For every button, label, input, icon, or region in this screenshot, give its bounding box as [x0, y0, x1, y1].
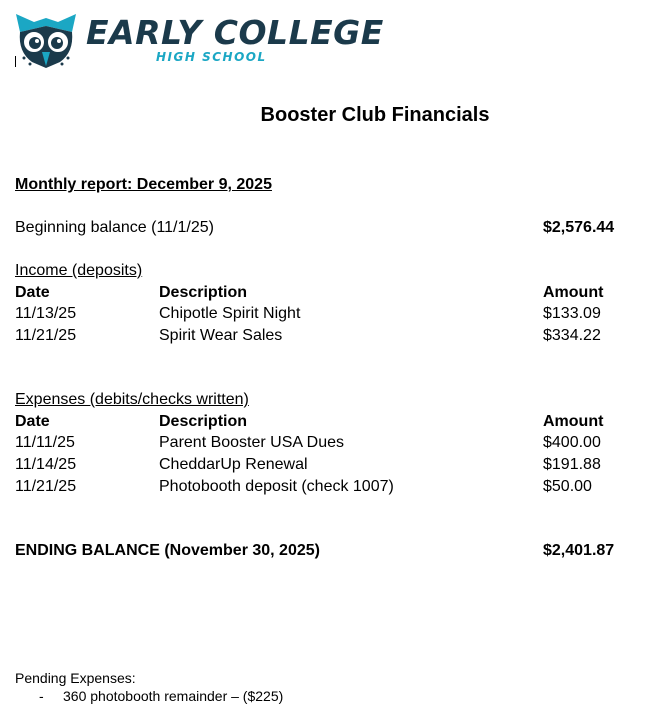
income-row-date: 11/13/25: [15, 305, 77, 322]
income-header-date: Date: [15, 284, 50, 301]
expense-row-amount: $191.88: [543, 456, 601, 473]
income-heading: Income (deposits): [15, 262, 143, 279]
expense-row-date: 11/14/25: [15, 456, 77, 473]
ending-balance-amount: $2,401.87: [543, 542, 615, 559]
expense-row-description: Photobooth deposit (check 1007): [159, 478, 394, 495]
logo-title: EARLY COLLEGE: [86, 13, 384, 52]
page-title: Booster Club Financials: [260, 104, 490, 126]
expense-row-description: CheddarUp Renewal: [159, 456, 308, 473]
ending-balance-label: ENDING BALANCE (November 30, 2025): [15, 542, 320, 559]
beginning-balance-label: Beginning balance (11/1/25): [15, 219, 214, 236]
expenses-heading: Expenses (debits/checks written): [15, 391, 249, 408]
pending-heading: Pending Expenses:: [15, 670, 136, 686]
expenses-header-amount: Amount: [543, 413, 604, 430]
income-header-amount: Amount: [543, 284, 604, 301]
income-row-amount: $334.22: [543, 327, 601, 344]
expense-row-date: 11/21/25: [15, 478, 77, 495]
owl-logo-icon: [14, 12, 78, 70]
expenses-header-description: Description: [159, 413, 248, 430]
income-row-description: Spirit Wear Sales: [159, 327, 283, 344]
text-cursor: [15, 56, 16, 67]
expense-row-amount: $50.00: [543, 478, 592, 495]
expenses-header-date: Date: [15, 413, 50, 430]
income-row-description: Chipotle Spirit Night: [159, 305, 301, 322]
report-heading: Monthly report: December 9, 2025: [15, 176, 272, 193]
expense-row-description: Parent Booster USA Dues: [159, 434, 344, 451]
expense-row-date: 11/11/25: [15, 434, 75, 451]
income-row-amount: $133.09: [543, 305, 601, 322]
school-logo: [14, 12, 384, 70]
income-row-date: 11/21/25: [15, 327, 77, 344]
pending-bullet: -: [39, 688, 44, 704]
beginning-balance-amount: $2,576.44: [543, 219, 615, 236]
income-header-description: Description: [159, 284, 248, 301]
expense-row-amount: $400.00: [543, 434, 601, 451]
logo-subtitle: HIGH SCHOOL: [156, 50, 267, 64]
pending-item: 360 photobooth remainder – ($225): [63, 688, 284, 704]
